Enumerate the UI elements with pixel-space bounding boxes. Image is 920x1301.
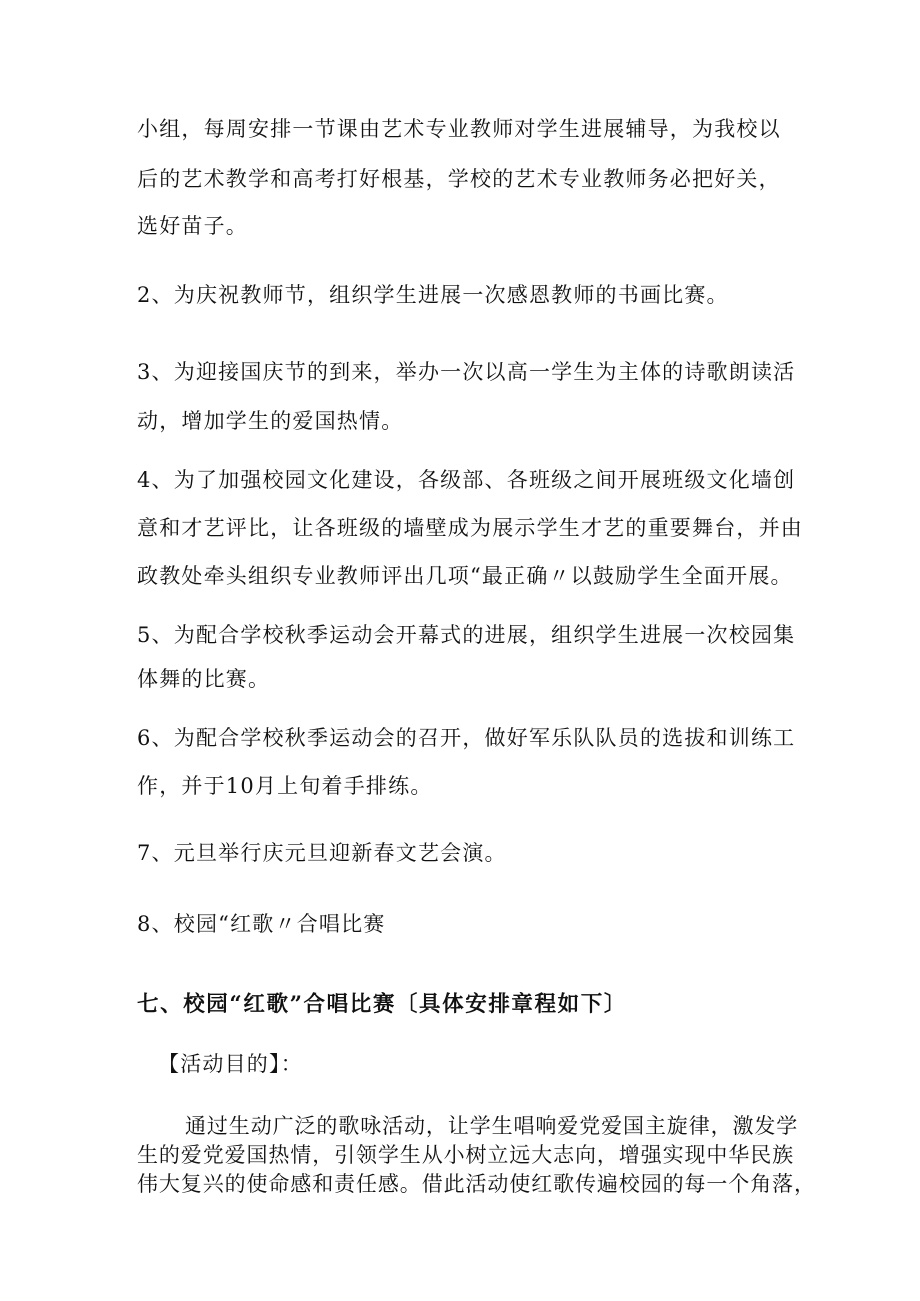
- paragraph-line: 后的艺术教学和高考打好根基，学校的艺术专业教师务必把好关，: [137, 167, 781, 191]
- list-item-6-cont: 作，并于10月上旬着手排练。: [137, 774, 433, 798]
- list-item-4-cont: 意和才艺评比，让各班级的墙壁成为展示学生才艺的重要舞台，并由: [137, 516, 803, 540]
- list-item-4: 4、为了加强校园文化建设，各级部、各班级之间开展班级文化墙创: [137, 468, 796, 492]
- body-paragraph-line: 生的爱党爱国热情，引领学生从小树立远大志向，增强实现中华民族: [137, 1143, 794, 1167]
- section-heading: 七、校园“红歌”合唱比赛〔具体安排章程如下〕: [137, 992, 627, 1017]
- paragraph-line: 选好苗子。: [137, 214, 248, 238]
- body-paragraph-line: 通过生动广泛的歌咏活动，让学生唱响爱党爱国主旋律，激发学: [185, 1114, 799, 1138]
- list-item-3: 3、为迎接国庆节的到来，举办一次以高一学生为主体的诗歌朗读活: [137, 360, 796, 384]
- list-item-8: 8、校园“红歌〃合唱比赛: [137, 912, 386, 936]
- subheading: 【活动目的】：: [158, 1052, 303, 1076]
- list-item-5-cont: 体舞的比赛。: [137, 667, 271, 691]
- list-item-5: 5、为配合学校秋季运动会开幕式的进展，组织学生进展一次校园集: [137, 623, 796, 647]
- list-item-7: 7、元旦举行庆元旦迎新春文艺会演。: [137, 841, 507, 865]
- list-item-3-cont: 动，增加学生的爱国热情。: [137, 409, 404, 433]
- list-item-6: 6、为配合学校秋季运动会的召开，做好军乐队队员的选拔和训练工: [137, 726, 796, 750]
- paragraph-line: 小组，每周安排一节课由艺术专业教师对学生进展辅导，为我校以: [137, 117, 781, 141]
- list-item-4-cont: 政教处牵头组织专业教师评出几项“最正确〃以鼓励学生全面开展。: [137, 564, 793, 588]
- body-paragraph-line: 伟大复兴的使命感和责任感。借此活动使红歌传遍校园的每一个角落，: [137, 1172, 816, 1196]
- list-item-2: 2、为庆祝教师节，组织学生进展一次感恩教师的书画比赛。: [137, 283, 729, 307]
